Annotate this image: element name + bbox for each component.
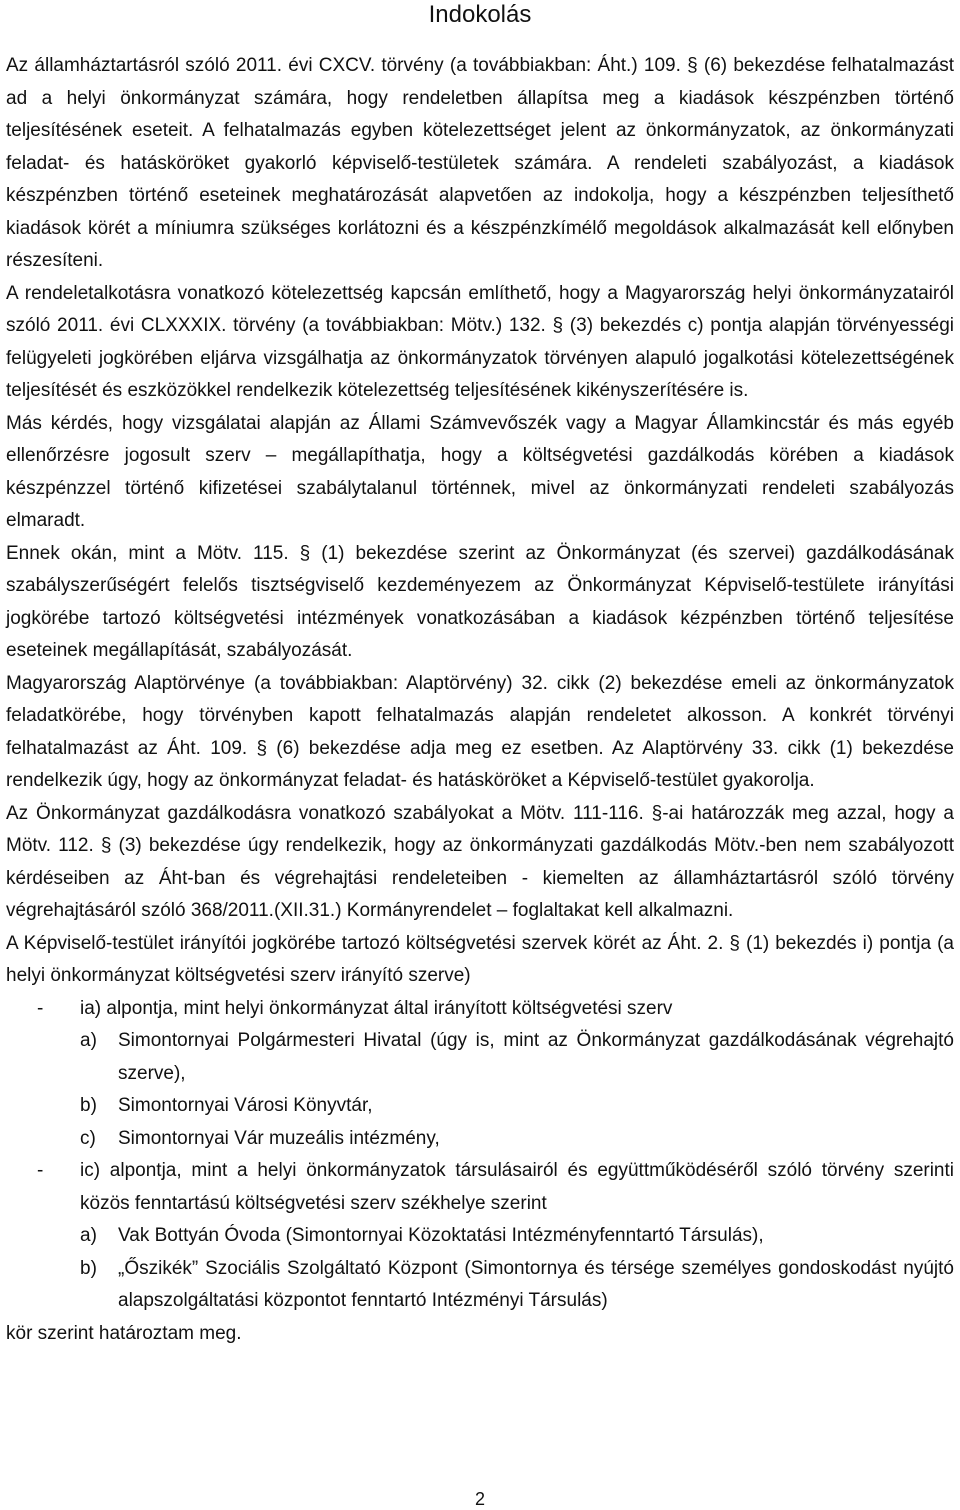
list-item-text: ic) alpontja, mint a helyi önkormányzatok társulásairól és együttműködéséről szóló törvény szerinti közös fenntartású költségvetési szerv székhelye szerint: [80, 1160, 954, 1214]
list-item-ia: [6, 993, 954, 1026]
paragraph-1: Az államháztartásról szóló 2011. évi CXCV. törvény (a továbbiakban: Áht.) 109. § (6) bekezdése felhatalmazást ad a helyi önkormányzat számára, hogy rendeletben állapítsa meg a kiadások készpénzben történő teljesítésének eseteit. A felhatalmazás egyben kötelezettséget jelent az önkormányzatok, az önkormányzati feladat- és hatásköröket gyakorló képviselő-testületek számára. A rendeleti szabályozást, a kiadások készpénzben történő eseteinek meghatározását alapvetően az indokolja, hogy a készpénzben teljesíthető kiadások körét a míniumra szükséges korlátozni és a készpénzkímélő megoldások alkalmazását kell előnyben részesíteni.: [6, 55, 954, 271]
sublist-item-ic-a: [6, 1220, 954, 1253]
paragraph-5: Magyarország Alaptörvénye (a továbbiakban: Alaptörvény) 32. cikk (2) bekezdése emeli az önkormányzatok feladatkörébe, hogy törvényben kapott felhatalmazás alapján rendeletet alkosson. A konkrét törvényi felhatalmazást az Áht. 109. § (6) bekezdése adja meg ez esetben. Az Alaptörvény 33. cikk (1) bekezdése rendelkezik úgy, hogy az önkormányzat feladat- és hatásköröket a Képviselő-testület gyakorolja.: [6, 672, 954, 791]
sublist-item-ia-c: [6, 1123, 954, 1156]
sublist-item-ic-b: [6, 1253, 954, 1318]
paragraph-6: Az Önkormányzat gazdálkodásra vonatkozó szabályokat a Mötv. 111-116. §-ai határozzák meg azzal, hogy a Mötv. 112. § (3) bekezdése úgy rendelkezik, hogy az önkormányzati gazdálkodás Mötv.-ben nem szabályozott kérdéseiben az Áht-ban és végrehajtási rendeleteiben - kiemelten az államháztartásról szóló törvény végrehajtásáról szóló 368/2011.(XII.31.) Kormányrendelet – foglaltakat kell alkalmazni.: [6, 802, 954, 921]
sublist-marker: b): [80, 1095, 97, 1116]
sublist-marker: c): [80, 1127, 96, 1149]
document-page: [6, 0, 954, 1350]
sublist-item-text: Simontornyai Polgármesteri Hivatal (úgy is, mint az Önkormányzat gazdálkodásának végrehajtó szerve),: [118, 1030, 954, 1084]
document-title: Indokolás: [428, 1, 532, 28]
sublist-item-text: Vak Bottyán Óvoda (Simontornyai Közoktatási Intézményfenntartó Társulás),: [118, 1225, 764, 1246]
page-number: 2: [474, 1489, 485, 1509]
sublist-marker: b): [80, 1257, 97, 1279]
paragraph-2: A rendeletalkotásra vonatkozó kötelezettség kapcsán említhető, hogy a Magyarország helyi önkormányzatairól szóló 2011. évi CLXXXIX. törvény (a továbbiakban: Mötv.) 132. § (3) bekezdés c) pontja alapján törvényességi felügyeleti jogkörében eljárva vizsgálhatja az önkormányzatok törvényen alapuló jogalkotási kötelezettségének teljesítését és eszközökkel rendelkezik kötelezettség teljesítésének kikényszerítésére is.: [6, 282, 954, 401]
sublist-item-text: Simontornyai Városi Könyvtár,: [118, 1095, 373, 1116]
sublist-item-ia-a: [6, 1025, 954, 1090]
sublist-item-ia-b: [6, 1090, 954, 1123]
paragraph-7: A Képviselő-testület irányítói jogkörébe tartozó költségvetési szervek körét az Áht. 2. § (1) bekezdés i) pontja (a helyi önkormányzat költségvetési szerv irányító szerve): [6, 932, 954, 986]
closing-line: kör szerint határoztam meg.: [6, 1322, 242, 1344]
list-dash: -: [37, 997, 44, 1019]
sublist-marker: a): [80, 1225, 97, 1246]
sublist-item-text: Simontornyai Vár muzeális intézmény,: [118, 1127, 440, 1149]
list-dash: -: [37, 1160, 44, 1181]
sublist-marker: a): [80, 1030, 97, 1051]
paragraph-3: Más kérdés, hogy vizsgálatai alapján az Állami Számvevőszék vagy a Magyar Államkincstár és más egyéb ellenőrzésre jogosult szerv – megállapíthatja, hogy a költségvetési gazdálkodás körében a kiadások készpénzzel történő kifizetései szabálytalanul történnek, mivel az önkormányzati rendeleti szabályozás elmaradt.: [6, 412, 954, 531]
list-item-ic: [6, 1155, 954, 1220]
list-item-text: ia) alpontja, mint helyi önkormányzat által irányított költségvetési szerv: [80, 997, 673, 1019]
paragraph-4: Ennek okán, mint a Mötv. 115. § (1) bekezdése szerint az Önkormányzat (és szervei) gazdálkodásának szabályszerűségért felelős tisztségviselő kezdeményezem az Önkormányzat Képviselő-testülete irányítási jogkörébe tartozó költségvetési intézmények vonatkozásában a kiadások kézpénzben történő teljesítése eseteinek megállapítását, szabályozását.: [6, 542, 954, 661]
sublist-item-text: „Őszikék” Szociális Szolgáltató Központ (Simontornya és térsége személyes gondoskodást nyújtó alapszolgáltatási központot fenntartó Intézményi Társulás): [118, 1257, 954, 1311]
